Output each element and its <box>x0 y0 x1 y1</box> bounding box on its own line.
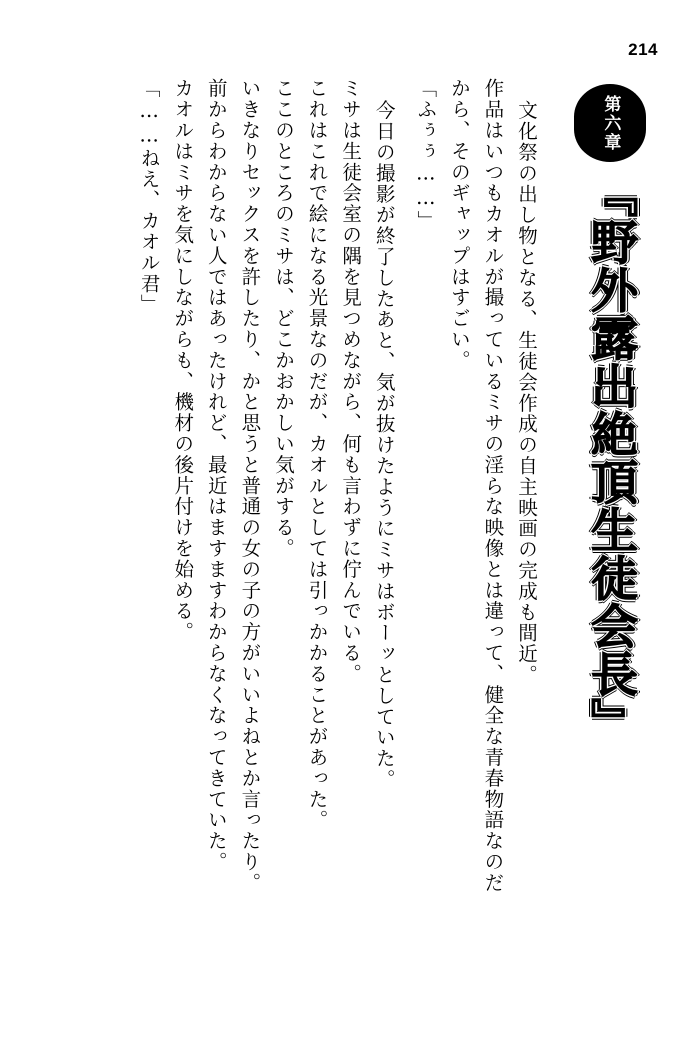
chapter-title: 『野外露出絶頂生徒会長』 <box>582 170 638 746</box>
paragraph-line: 「……ねえ、カオル君」 <box>137 78 161 315</box>
paragraph-line: カオルはミサを気にしながらも、機材の後片付けを始める。 <box>171 78 195 643</box>
paragraph-line: 「ふぅぅ……」 <box>414 78 438 232</box>
paragraph-line: これはこれで絵になる光景なのだが、カオルとしては引っかかることがあった。 <box>305 78 329 831</box>
prose-columns <box>123 78 542 980</box>
paragraph-line: 前からわからない人ではあったけれど、最近はますますわからなくなってきていた。 <box>204 78 228 873</box>
chapter-badge-label: 第六章 <box>600 94 621 152</box>
paragraph-line: 今日の撮影が終了したあと、気が抜けたようにミサはボーッとしていた。 <box>372 100 396 790</box>
paragraph-line: いきなりセックスを許したり、かと思うと普通の女の子の方がいいよねとか言ったり。 <box>238 78 262 894</box>
paragraph-line: ここのところのミサは、どこかおかしい気がする。 <box>271 78 295 559</box>
chapter-badge <box>574 84 646 162</box>
paragraph-line: 作品はいつもカオルが撮っているミサの淫らな映像とは違って、健全な青春物語なのだ <box>481 78 505 894</box>
paragraph-line: から、そのギャップはすごい。 <box>447 78 471 371</box>
paragraph-line: ミサは生徒会室の隅を見つめながら、何も言わずに佇んでいる。 <box>339 78 363 685</box>
page-number: 214 <box>628 40 658 59</box>
paragraph-line: 文化祭の出し物となる、生徒会作成の自主映画の完成も間近。 <box>515 100 538 686</box>
chapter-heading <box>564 78 656 746</box>
page-body <box>44 78 656 998</box>
